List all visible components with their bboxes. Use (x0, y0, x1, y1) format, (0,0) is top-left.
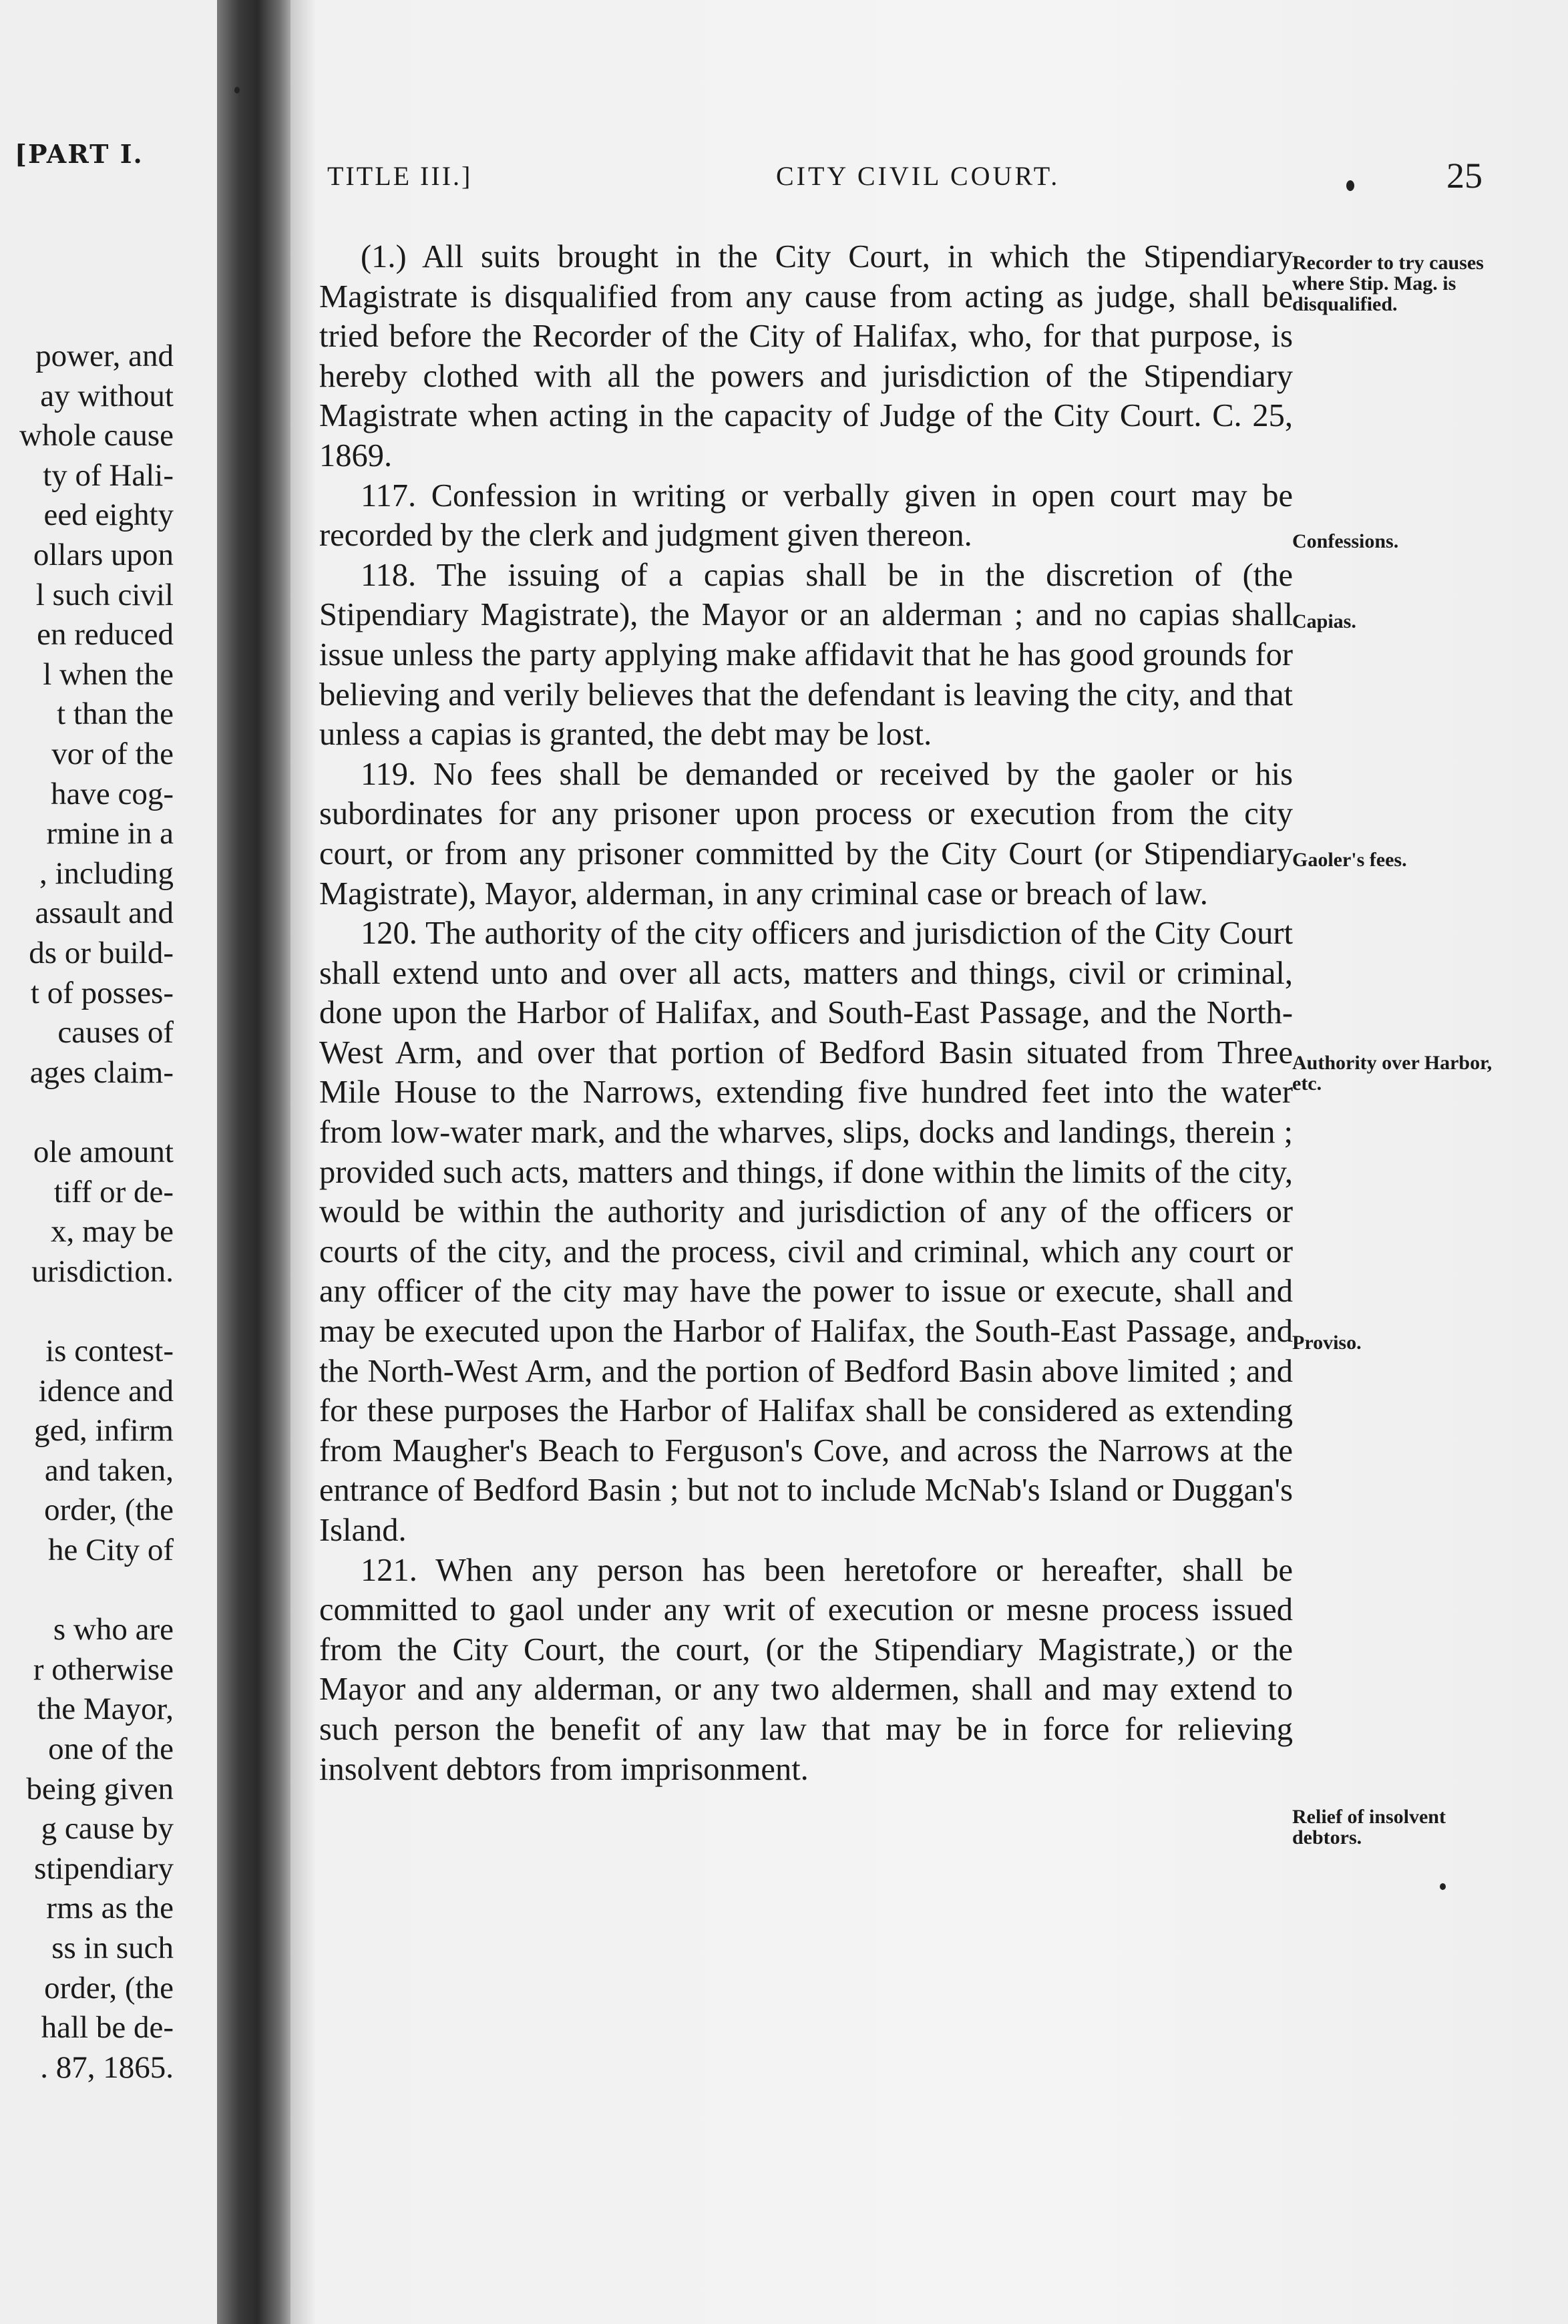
page-number: 25 (1446, 156, 1483, 196)
left-page-line: l when the (43, 656, 174, 692)
margin-note-gaolers-fees: Gaoler's fees. (1292, 849, 1407, 871)
left-page-line: rmine in a (46, 816, 174, 851)
section-number: 121. (361, 1552, 417, 1588)
margin-note-authority-harbor: Authority over Harbor, etc. (1292, 1052, 1493, 1095)
left-page-line: ty of Hali- (43, 457, 174, 493)
left-page-line: x, may be (50, 1214, 174, 1249)
paragraph-text: (1.) All suits brought in the City Court, in which the Stipendiary Magistrate is disqualified from any cause from acting as judge, shall be tried before the Recorder of the City of Halifax, who, for that purpose, is hereby clothed with all the powers and jurisdiction of the Stipendiary Magistrate when acting in the capacity of Judge of the City Court. C. 25, 1869. (319, 239, 1293, 473)
left-page-line: ollars upon (33, 538, 174, 572)
left-page-line: eed eighty (43, 498, 174, 533)
book-gutter (217, 0, 290, 2324)
section-number: 117. (361, 477, 417, 514)
left-page-line: hall be de- (41, 2010, 174, 2046)
left-page-line: en reduced (37, 617, 174, 652)
left-page-line: causes of (57, 1015, 174, 1050)
left-page-line: ages claim- (29, 1054, 174, 1090)
section-text: No fees shall be demanded or received by the gaoler or his subordinates for any prisoner upon process or execution from the city court, or from any prisoner committed by the City Court (or Stipendiary Magistrate), Mayor, alderman, in any criminal case or breach of law. (319, 756, 1293, 912)
ink-speck (234, 87, 240, 93)
left-page-line: t than the (57, 697, 174, 732)
section-120 (319, 914, 1293, 1551)
running-header (327, 155, 1483, 195)
left-page-line: and taken, (44, 1452, 174, 1488)
left-page-line: g cause by (41, 1811, 174, 1847)
left-page-line: have cog- (51, 776, 174, 811)
left-page-line: ds or build- (29, 936, 174, 970)
left-page-line: . 87, 1865. (40, 2050, 174, 2085)
left-page-line: l such civil (35, 577, 174, 612)
section-text: When any person has been heretofore or hereafter, shall be committed to gaol under any writ of execution or mesne process issued from the City Court, the court, (or the Stipendiary Magistrate,) or the Mayor and any alderman, or any two aldermen, shall and may extend to such person the benefit of any law that may be in force for relieving insolvent debtors from imprisonment. (319, 1552, 1294, 1787)
section-text: The authority of the city officers and jurisdiction of the City Court shall extend unto and over all acts, matters and things, civil or criminal, done upon the Harbor of Halifax, and South-East Passage, and the North-West Arm, and over that portion of Bedford Basin situated from Three Mile House to the Narrows, extending five hundred feet into the water from low-water mark, and the wharves, slips, docks and landings, therein ; provided such acts, matters and things, if done within the limits of the city, would be within the authority and jurisdiction of any of the officers or courts of the city, and the process, civil and criminal, which any court or any officer of the city may have the power to issue or execute, shall and may be executed upon the Harbor of Halifax, the South-East Passage, and the North-West Arm, and the portion of Bedford Basin above limited ; and for these purposes the Harbor of Halifax shall be considered as extending from Maugher's Beach to Ferguson's Cove, and across the Narrows at the entrance of Bedford Basin ; but not to include McNab's Island or Duggan's Island. (319, 916, 1293, 1548)
left-page-line: stipendiary (34, 1851, 174, 1886)
section-118 (319, 556, 1293, 755)
ink-speck (1440, 1883, 1446, 1890)
margin-note-confessions: Confessions. (1292, 530, 1399, 552)
left-page-line: whole cause (19, 418, 174, 453)
left-page-line: urisdiction. (31, 1253, 174, 1289)
left-page-line: ole amount (33, 1135, 174, 1169)
left-page-line: vor of the (51, 737, 174, 771)
left-page-line: tiff or de- (53, 1174, 174, 1209)
left-page-line: , including (39, 855, 174, 891)
left-page-line: is contest- (45, 1334, 174, 1368)
running-header-chapter: CITY CIVIL COURT. (776, 161, 1060, 191)
left-page-line: ss in such (51, 1931, 174, 1965)
left-page-line: he City of (48, 1533, 174, 1567)
left-page-line: r otherwise (33, 1652, 174, 1687)
left-page-line: t of posses- (30, 975, 174, 1010)
left-page-line: one of the (48, 1732, 174, 1766)
left-page-line: power, and (35, 339, 174, 373)
margin-note-proviso: Proviso. (1292, 1332, 1362, 1354)
left-page-line: order, (the (44, 1970, 174, 2005)
left-page-line: being given (26, 1771, 174, 1806)
left-page-line: ged, infirm (34, 1413, 174, 1448)
body-text (319, 237, 1293, 1789)
left-page (0, 0, 217, 2324)
section-number: 119. (361, 756, 417, 792)
section-number: 118. (361, 557, 417, 593)
left-page-line: order, (the (44, 1493, 174, 1528)
running-header-title: TITLE III.] (327, 161, 473, 191)
left-page-line: idence and (38, 1373, 174, 1408)
margin-note-recorder: Recorder to try causes where Stip. Mag. is disqualified. (1292, 252, 1484, 315)
section-117 (319, 476, 1293, 556)
left-page-line: ay without (40, 378, 174, 413)
paragraph-recorder (319, 237, 1293, 476)
section-text: Confession in writing or verbally given in open court may be recorded by the clerk and judgment given thereon. (319, 477, 1293, 554)
left-page-line: rms as the (46, 1891, 174, 1926)
left-page-line: assault and (35, 896, 174, 931)
margin-note-relief-debtors: Relief of insolvent debtors. (1292, 1806, 1446, 1849)
section-number: 120. (361, 916, 417, 952)
ink-speck (1346, 180, 1354, 191)
section-text: The issuing of a capias shall be in the discretion of (the Stipendiary Magistrate), the Mayor or an alderman ; and no capias shall issue unless the party applying make affidavit that he has good grounds for believing and verily believes that the defendant is leaving the city, and that unless a capias is granted, the debt may be lost. (319, 557, 1293, 753)
section-121 (319, 1551, 1293, 1790)
left-page-header: [PART I. (15, 139, 144, 169)
left-page-line: the Mayor, (37, 1692, 174, 1727)
margin-note-capias: Capias. (1292, 610, 1356, 632)
left-page-line: s who are (53, 1612, 174, 1648)
section-119 (319, 755, 1293, 914)
